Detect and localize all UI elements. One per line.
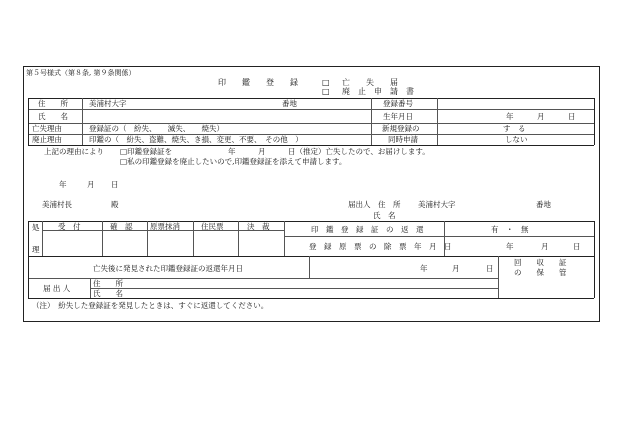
applicant-banchi: 番地 — [536, 200, 551, 209]
applicant-label: 届出人 — [348, 200, 371, 209]
banchi-label: 番地 — [282, 99, 297, 108]
new-reg-yes: す る — [503, 124, 526, 133]
found-label: 亡失後に発見された印鑑登録証の返還年月日 — [93, 264, 243, 273]
rule — [193, 221, 194, 256]
applicant-address-prefix: 美浦村大字 — [418, 200, 456, 209]
statement-day: 日（推定）亡失したので、お届けします。 — [288, 147, 430, 156]
found-day: 日 — [486, 264, 494, 273]
rule — [284, 236, 594, 237]
rule — [309, 256, 310, 278]
rule — [594, 98, 595, 145]
office-col-confirm: 確 認 — [110, 222, 133, 231]
checkbox-loss[interactable]: □ — [322, 78, 330, 87]
date-day: 日 — [111, 180, 119, 189]
office-col-resident: 住民票 — [201, 222, 224, 231]
rule — [28, 145, 594, 146]
rule — [594, 221, 595, 298]
statement-option-abolish: □私の印鑑登録を廃止したいので,印鑑登録証を添えて申請します。 — [120, 157, 347, 166]
statement-option-loss: □印鑑登録証を — [120, 147, 173, 156]
statement-month: 月 — [258, 147, 266, 156]
office-col-approval: 決 裁 — [247, 222, 270, 231]
office-col-erase: 原票抹消 — [150, 222, 180, 231]
rule — [42, 221, 43, 256]
applicant-name-label: 氏 名 — [373, 211, 396, 220]
rule — [498, 256, 499, 298]
mayor-honorific: 殿 — [111, 200, 119, 209]
deletion-day: 日 — [573, 242, 581, 251]
abolish-reason-label: 廃止理由 — [32, 135, 62, 144]
rule — [28, 256, 594, 257]
deletion-label: 登 録 原 票 の 除 票 年 月 日 — [309, 242, 452, 251]
note: （注） 紛失した登録証を発見したときは、すぐに返還してください。 — [32, 301, 269, 310]
rule — [90, 278, 91, 298]
date-year: 年 — [59, 180, 67, 189]
applicant-address-label: 住 所 — [378, 200, 401, 209]
rule — [28, 109, 594, 110]
office-side-top: 処 — [32, 223, 40, 232]
statement-year: 年 — [228, 147, 236, 156]
new-reg-label: 新規登録の — [382, 124, 420, 133]
checkbox-abolish[interactable]: □ — [322, 87, 330, 96]
return-value: 有 ・ 無 — [491, 225, 529, 234]
rule — [28, 298, 594, 299]
collect-line2: の 保 管 — [514, 268, 567, 277]
rule — [284, 221, 285, 256]
loss-reason-options: 登録証の（ 紛失、 滅失、 焼失） — [89, 124, 224, 133]
reporter-address: 住 所 — [93, 279, 123, 288]
rule — [147, 221, 148, 256]
title-option-loss: 亡 失 届 — [342, 78, 398, 87]
form-id: 第５号様式（第８条, 第９条関係） — [26, 69, 136, 77]
deletion-year: 年 — [506, 242, 514, 251]
date-month: 月 — [87, 180, 95, 189]
rule — [90, 288, 498, 289]
new-reg-no: しない — [505, 135, 528, 144]
address-prefix: 美浦村大字 — [89, 99, 127, 108]
return-label: 印 鑑 登 録 証 の 返 還 — [311, 225, 424, 234]
rule — [437, 98, 438, 145]
found-month: 月 — [452, 264, 460, 273]
birth-year: 年 — [506, 112, 514, 121]
rule — [371, 98, 372, 145]
simultaneous-label: 同時申請 — [388, 135, 418, 144]
birth-day: 日 — [568, 112, 576, 121]
mayor-label: 美浦村長 — [42, 200, 72, 209]
form-title: 印 鑑 登 録 — [218, 78, 298, 87]
rule — [82, 98, 83, 145]
office-side-bottom: 理 — [32, 245, 40, 254]
loss-reason-label: 亡失理由 — [32, 124, 62, 133]
title-option-abolish: 廃 止 申 請 書 — [342, 87, 414, 96]
rule — [28, 98, 29, 145]
reporter-label: 届 出 人 — [43, 284, 71, 293]
address-label: 住 所 — [38, 99, 68, 108]
name-label: 氏 名 — [38, 112, 68, 121]
rule — [102, 221, 103, 256]
rule — [238, 221, 239, 256]
statement-lead: 上記の理由により — [44, 147, 104, 156]
reg-number-label: 登録番号 — [383, 99, 413, 108]
abolish-reason-options: 印鑑の（ 紛失、盗難、焼失、き損、変更、不要、 その他 ） — [89, 135, 303, 144]
office-col-reception: 受 付 — [58, 222, 81, 231]
birth-month: 月 — [537, 112, 545, 121]
found-year: 年 — [420, 264, 428, 273]
rule — [28, 221, 29, 298]
collect-line1: 回 収 証 — [514, 258, 567, 267]
birth-date-label: 生年月日 — [383, 112, 413, 121]
deletion-month: 月 — [541, 242, 549, 251]
reporter-name: 氏 名 — [93, 289, 123, 298]
